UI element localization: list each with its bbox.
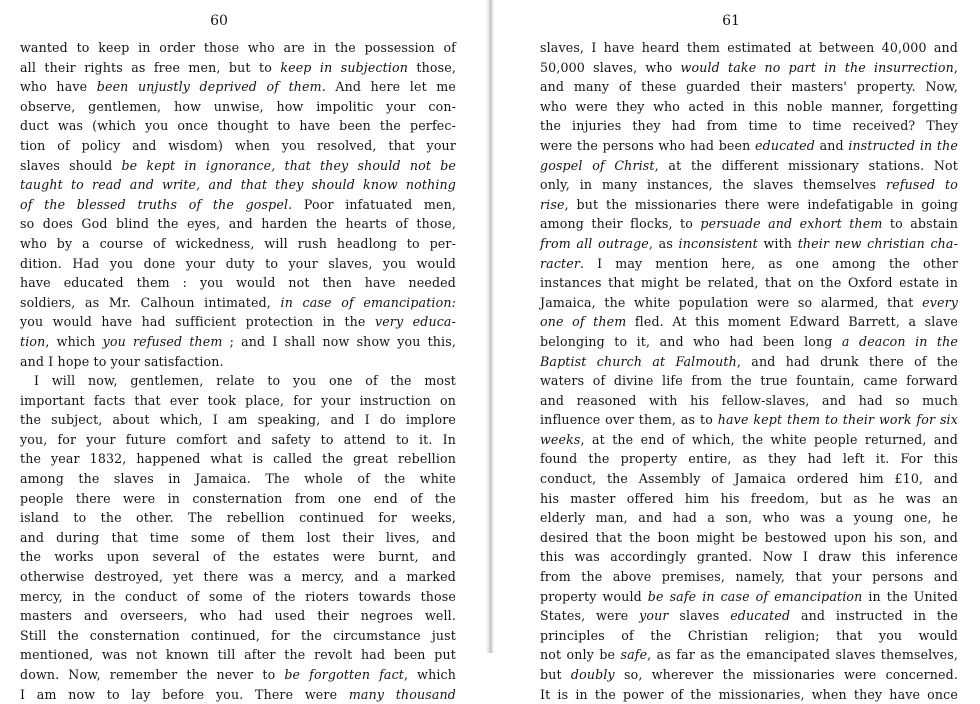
text-run: instances that might be related, that on the Oxford estate in <box>540 275 958 291</box>
text-run: mentioned, was not known till after the revolt had been put <box>20 647 456 663</box>
text-run: otherwise destroyed, yet there was a mercy, and a marked <box>20 569 456 585</box>
text-line <box>20 234 456 254</box>
text-run: , but the missionaries there were indefatigable in going <box>564 196 958 212</box>
text-run: and <box>814 137 849 153</box>
text-line <box>540 234 958 254</box>
text-run: so, wherever the missionaries were concerned. <box>614 667 958 682</box>
text-run: the works upon several of the estates were burnt, and <box>20 549 456 565</box>
text-line <box>540 626 958 646</box>
text-line <box>540 273 958 293</box>
italic-text-run: of the blessed truths of the gospel. <box>20 196 293 212</box>
text-run: and I hope to your satisfaction. <box>20 353 224 369</box>
text-run: island to the other. The rebellion continued for weeks, <box>20 510 456 526</box>
text-line <box>20 195 456 215</box>
text-run: were the persons who had been <box>540 137 755 153</box>
italic-text-run: inconsistent <box>678 235 758 251</box>
text-run: , which <box>45 333 103 349</box>
text-line <box>20 645 456 665</box>
text-line <box>540 97 958 117</box>
text-run: those, <box>408 59 456 75</box>
text-run: not only be <box>540 647 621 663</box>
italic-text-run: safe <box>620 647 648 663</box>
text-run: to abstain <box>882 216 959 232</box>
text-line <box>20 136 456 156</box>
text-run: I am now to lay before you. There were <box>20 686 349 702</box>
italic-text-run: have kept them to their work for six <box>717 412 958 428</box>
italic-text-run: taught to read and write, and that they should know nothing <box>20 177 456 193</box>
text-line <box>20 97 456 117</box>
text-line <box>540 587 958 607</box>
text-line <box>540 312 958 332</box>
text-line <box>20 156 456 176</box>
text-line <box>540 156 958 176</box>
text-line <box>540 136 958 156</box>
italic-text-run: your <box>639 608 669 624</box>
text-run: only, in many instances, the slaves themselves <box>540 177 886 193</box>
text-line <box>540 38 958 58</box>
text-line <box>20 587 456 607</box>
text-run: observe, gentlemen, how unwise, how impolitic your con- <box>20 98 456 114</box>
text-line <box>540 116 958 136</box>
text-line <box>20 38 456 58</box>
text-run: It is in the power of the missionaries, when they have once <box>540 686 958 702</box>
text-run: Jamaica, the white population were so alarmed, that <box>540 294 923 310</box>
italic-text-run: a deacon in the <box>841 333 958 349</box>
text-line <box>20 567 456 587</box>
text-line <box>540 547 958 567</box>
text-run: elderly man, and had a son, who was a young one, he <box>540 510 958 526</box>
text-line <box>540 254 958 274</box>
text-run: principles of the Christian religion; that you would <box>540 627 958 643</box>
text-line <box>540 371 958 391</box>
text-run: tion of policy and wisdom) when you resolved, that your <box>20 137 456 153</box>
text-line <box>20 352 456 372</box>
text-run: in the United <box>862 588 958 604</box>
italic-text-run: very educa- <box>374 314 456 330</box>
text-line <box>540 665 958 685</box>
text-run: fled. At this moment Edward Barrett, a slave <box>626 314 958 330</box>
text-line <box>20 626 456 646</box>
text-run: with <box>757 235 798 251</box>
italic-text-run: would take no part in the insurrection <box>680 59 954 75</box>
text-line <box>20 391 456 411</box>
text-run: , and had drunk there of the <box>736 353 958 369</box>
text-line <box>20 58 456 78</box>
text-run: , at the different missionary stations. Not <box>654 157 958 173</box>
right-page-text <box>540 38 958 704</box>
text-line <box>20 312 456 332</box>
italic-text-run: tion <box>20 333 46 349</box>
text-line <box>540 391 958 411</box>
text-line <box>540 195 958 215</box>
text-run: property would <box>540 588 648 604</box>
text-run: and instructed in the <box>790 608 958 624</box>
text-run: Still the consternation continued, for the circumstance just <box>20 627 456 643</box>
italic-text-run: educated <box>730 608 791 624</box>
text-run: found the property entire, as they had left it. For this <box>540 451 958 467</box>
text-line <box>20 685 456 704</box>
left-page <box>0 0 490 702</box>
text-run: , which <box>404 667 456 682</box>
text-line <box>20 175 456 195</box>
text-run: you, for your future comfort and safety to attend to it. In <box>20 431 456 447</box>
text-run: down. Now, remember the never to <box>20 667 285 682</box>
text-line <box>20 469 456 489</box>
text-line <box>540 430 958 450</box>
italic-text-run: one of them <box>540 314 627 330</box>
text-run: his master offered him his freedom, but as he was an <box>540 490 958 506</box>
text-line <box>20 410 456 430</box>
italic-text-run: racter <box>540 255 581 271</box>
text-line <box>540 352 958 372</box>
text-run: and many of these guarded their masters' property. Now, <box>540 79 958 95</box>
text-line <box>540 214 958 234</box>
italic-text-run: gospel of Christ <box>540 157 655 173</box>
text-line <box>20 508 456 528</box>
text-run: among the slaves in Jamaica. The whole of the white <box>20 471 456 487</box>
text-line <box>540 645 958 665</box>
text-run: but <box>540 667 571 682</box>
page-number-right: 61 <box>722 13 740 29</box>
text-run: . I may mention here, as one among the other <box>580 255 958 271</box>
text-run: desired that the boon might be bestowed upon his son, and <box>540 529 958 545</box>
text-line <box>540 175 958 195</box>
text-line <box>20 489 456 509</box>
text-run: wanted to keep in order those who are in the possession of <box>20 40 456 55</box>
right-page <box>494 0 980 702</box>
italic-text-run: refused to <box>885 177 958 193</box>
italic-text-run: rise <box>540 196 565 212</box>
text-run: influence over them, as to <box>540 412 718 428</box>
text-run: belonging to it, and who had been long <box>540 333 842 349</box>
italic-text-run: their new christian cha- <box>797 235 958 251</box>
text-run: , as far as the emancipated slaves themselves, <box>647 647 958 663</box>
text-run: slaves, I have heard them estimated at between 40,000 and <box>540 40 958 55</box>
text-run: masters and overseers, who had used their negroes well. <box>20 608 456 624</box>
text-run: I will now, gentlemen, relate to you one of the most <box>34 373 456 389</box>
italic-text-run: keep in subjection <box>280 59 409 75</box>
text-line <box>20 116 456 136</box>
italic-text-run: every <box>922 294 958 310</box>
text-run: this was accordingly granted. Now I draw this inference <box>540 549 958 565</box>
italic-text-run: be kept in ignorance, that they should not be <box>121 157 457 173</box>
text-line <box>20 449 456 469</box>
text-run: among their flocks, to <box>540 216 701 232</box>
text-run: dition. Had you done your duty to your slaves, you would <box>20 255 456 271</box>
text-run: who by a course of wickedness, will rush headlong to per- <box>20 235 456 251</box>
italic-text-run: doubly <box>570 667 615 682</box>
text-line <box>20 528 456 548</box>
text-run: all their rights as free men, but to <box>20 59 281 75</box>
text-line <box>540 77 958 97</box>
text-line <box>20 665 456 685</box>
text-run: the subject, about which, I am speaking, and I do implore <box>20 412 456 428</box>
text-line <box>540 58 958 78</box>
text-run: and reasoned with his fellow-slaves, and had so much <box>540 392 958 408</box>
italic-text-run: be forgotten fact <box>284 667 404 682</box>
text-line <box>20 332 456 352</box>
page-number-left: 60 <box>210 13 228 29</box>
text-run: conduct, the Assembly of Jamaica ordered him £10, and <box>540 471 958 487</box>
text-line <box>540 606 958 626</box>
text-run: who have <box>20 79 97 95</box>
text-line <box>540 489 958 509</box>
italic-text-run: been unjustly deprived of them. <box>96 79 326 95</box>
text-run: so does God blind the eyes, and harden the hearts of those, <box>20 216 456 232</box>
text-line <box>540 449 958 469</box>
text-run: slaves should <box>20 157 122 173</box>
text-run: Poor infatuated men, <box>292 196 456 212</box>
text-run: , as <box>648 235 679 251</box>
text-line <box>540 332 958 352</box>
text-run: slaves <box>668 608 731 624</box>
text-line <box>20 430 456 450</box>
italic-text-run: you refused them <box>102 333 223 349</box>
italic-text-run: be safe in case of emancipation <box>647 588 863 604</box>
text-line <box>540 528 958 548</box>
text-line <box>20 273 456 293</box>
text-line <box>20 254 456 274</box>
text-run: , <box>953 59 958 75</box>
text-run: States, were <box>540 608 640 624</box>
book-gutter <box>486 0 494 653</box>
text-run: have educated them : you would not then have needed <box>20 275 456 291</box>
italic-text-run: educated <box>755 137 815 153</box>
italic-text-run: many thousand <box>348 686 456 702</box>
text-run: 50,000 slaves, who <box>540 59 681 75</box>
text-line <box>540 567 958 587</box>
italic-text-run: Baptist church at Falmouth <box>540 353 737 369</box>
text-run: soldiers, as Mr. Calhoun intimated, <box>20 294 281 310</box>
text-run: from the above premises, namely, that your persons and <box>540 569 958 585</box>
text-run: waters of divine life from the true fountain, came forward <box>540 373 958 389</box>
text-line <box>540 293 958 313</box>
text-line <box>20 214 456 234</box>
text-run: and during that time some of them lost their lives, and <box>20 529 456 545</box>
text-run: important facts that ever took place, for your instruction on <box>20 392 456 408</box>
text-run: who were they who acted in this noble manner, forgetting <box>540 98 958 114</box>
text-run: the year 1832, happened what is called the great rebellion <box>20 451 456 467</box>
italic-text-run: from all outrage <box>540 235 649 251</box>
text-line <box>20 371 456 391</box>
text-line <box>540 410 958 430</box>
text-run: mercy, in the conduct of some of the rioters towards those <box>20 588 456 604</box>
text-run: people there were in consternation from one end of the <box>20 490 456 506</box>
left-page-text <box>20 38 456 704</box>
text-run: , at the end of which, the white people returned, and <box>580 431 958 447</box>
italic-text-run: instructed in the <box>848 137 958 153</box>
text-line <box>20 77 456 97</box>
text-run: duct was (which you once thought to have been the perfec- <box>20 118 456 134</box>
text-line <box>20 293 456 313</box>
text-line <box>540 508 958 528</box>
italic-text-run: persuade and exhort them <box>700 216 883 232</box>
text-line <box>20 547 456 567</box>
text-line <box>540 469 958 489</box>
text-line <box>20 606 456 626</box>
text-run: the injuries they had from time to time received? They <box>540 118 958 134</box>
text-run: ; and I shall now show you this, <box>222 333 456 349</box>
text-line <box>540 685 958 704</box>
text-run: And here let me <box>325 79 456 95</box>
italic-text-run: in case of emancipation: <box>280 294 456 310</box>
italic-text-run: weeks <box>540 431 581 447</box>
text-run: you would have had sufficient protection in the <box>20 314 375 330</box>
